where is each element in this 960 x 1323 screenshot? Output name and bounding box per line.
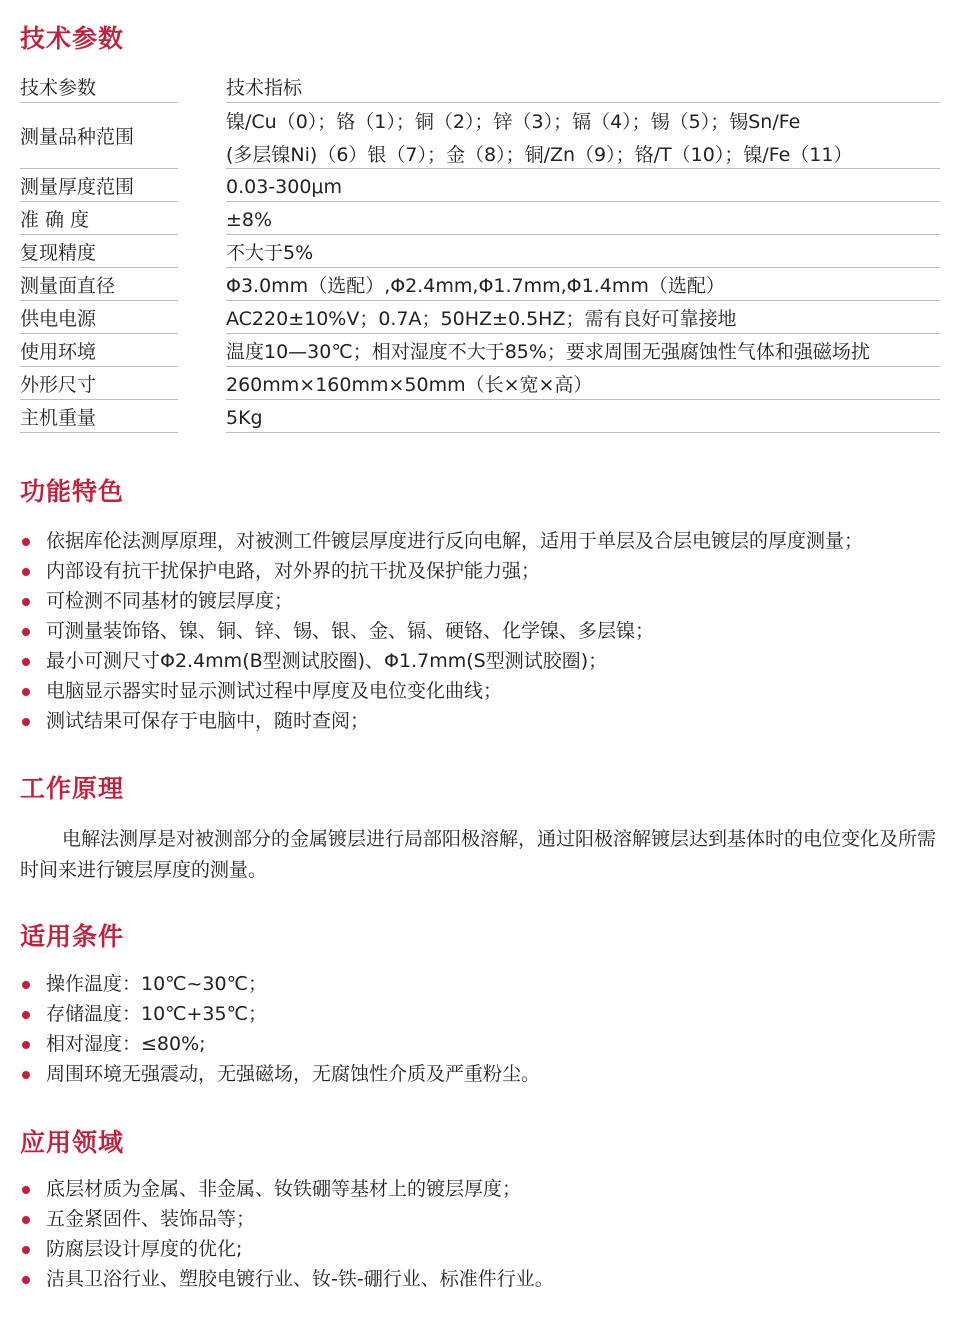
spec-row [20, 334, 940, 367]
conditions-title: 适用条件 [20, 922, 125, 951]
principle-paragraph: 电解法测厚是对被测部分的金属镀层进行局部阳极溶解，通过阳极溶解镀层达到基体时的电位变化及所需时间来进行镀层厚度的测量。 [20, 828, 937, 881]
spec-header-row [20, 70, 940, 103]
features-title: 功能特色 [20, 477, 125, 506]
tech-params-title: 技术参数 [20, 24, 125, 53]
bullet-dot-icon [22, 568, 30, 576]
spec-row [20, 367, 940, 400]
spec-row-value: 0.03-300μm [226, 169, 940, 202]
spec-row-value: 5Kg [226, 400, 940, 433]
list-item: 底层材质为金属、非金属、钕铁硼等基材上的镀层厚度； [20, 1174, 554, 1204]
spec-header-value: 技术指标 [226, 70, 940, 103]
spec-header-label: 技术参数 [20, 70, 178, 103]
spec-row-value: 不大于5% [226, 235, 940, 268]
bullet-dot-icon [22, 1011, 30, 1019]
spec-row-value: 温度10—30℃；相对湿度不大于85%；要求周围无强腐蚀性气体和强磁场扰 [226, 334, 940, 367]
list-item: 电脑显示器实时显示测试过程中厚度及电位变化曲线； [20, 676, 863, 706]
features-list [20, 526, 863, 736]
list-item: 可检测不同基材的镀层厚度； [20, 586, 863, 616]
spec-row [20, 400, 940, 433]
list-item: 测试结果可保存于电脑中，随时查阅； [20, 706, 863, 736]
bullet-dot-icon [22, 1186, 30, 1194]
spec-row-value: Φ3.0mm（选配）,Φ2.4mm,Φ1.7mm,Φ1.4mm（选配） [226, 268, 940, 301]
bullet-dot-icon [22, 1041, 30, 1049]
spec-row-label: 测量品种范围 [20, 103, 178, 169]
bullet-dot-icon [22, 688, 30, 696]
list-item: 洁具卫浴行业、塑胶电镀行业、钕-铁-硼行业、标准件行业。 [20, 1264, 554, 1294]
spec-table [20, 70, 940, 433]
spec-row [20, 301, 940, 334]
list-item: 五金紧固件、装饰品等； [20, 1204, 554, 1234]
list-item: 周围环境无强震动，无强磁场，无腐蚀性介质及严重粉尘。 [20, 1059, 540, 1089]
applications-title: 应用领域 [20, 1128, 125, 1157]
spec-row [20, 103, 940, 169]
spec-row [20, 202, 940, 235]
bullet-dot-icon [22, 1071, 30, 1079]
spec-row-label: 复现精度 [20, 235, 178, 268]
spec-row-label: 供电电源 [20, 301, 178, 334]
conditions-list [20, 969, 540, 1089]
list-item: 内部设有抗干扰保护电路，对外界的抗干扰及保护能力强； [20, 556, 863, 586]
spec-row-label: 主机重量 [20, 400, 178, 433]
bullet-dot-icon [22, 1276, 30, 1284]
bullet-dot-icon [22, 538, 30, 546]
spec-row-label: 准 确 度 [20, 202, 178, 235]
spec-row-label: 外形尺寸 [20, 367, 178, 400]
spec-row [20, 235, 940, 268]
list-item: 可测量装饰铬、镍、铜、锌、锡、银、金、镉、硬铬、化学镍、多层镍； [20, 616, 863, 646]
spec-row-value: 镍/Cu（0）；铬（1）；铜（2）；锌（3）；镉（4）；锡（5）；锡Sn/Fe (多层镍Ni)（6）银（7）；金（8）；铜/Zn（9）；铬/T（10）；镍/Fe（11） [226, 103, 940, 169]
bullet-dot-icon [22, 1216, 30, 1224]
spec-row-value: 260mm×160mm×50mm（长×宽×高） [226, 367, 940, 400]
bullet-dot-icon [22, 1246, 30, 1254]
spec-row-value: ±8% [226, 202, 940, 235]
list-item: 依据库伦法测厚原理，对被测工件镀层厚度进行反向电解，适用于单层及合层电镀层的厚度测量； [20, 526, 863, 556]
list-item: 操作温度：10℃~30℃； [20, 969, 540, 999]
bullet-dot-icon [22, 981, 30, 989]
spec-row-value: AC220±10%V；0.7A；50HZ±0.5HZ；需有良好可靠接地 [226, 301, 940, 334]
spec-row-label: 测量面直径 [20, 268, 178, 301]
spec-row-label: 测量厚度范围 [20, 169, 178, 202]
spec-row-label: 使用环境 [20, 334, 178, 367]
list-item: 最小可测尺寸Φ2.4mm(B型测试胶圈)、Φ1.7mm(S型测试胶圈)； [20, 646, 863, 676]
list-item: 防腐层设计厚度的优化; [20, 1234, 554, 1264]
bullet-dot-icon [22, 718, 30, 726]
spec-row [20, 169, 940, 202]
principle-title: 工作原理 [20, 774, 125, 803]
list-item: 存储温度：10℃+35℃； [20, 999, 540, 1029]
spec-row [20, 268, 940, 301]
bullet-dot-icon [22, 598, 30, 606]
list-item: 相对湿度：≤80%; [20, 1029, 540, 1059]
bullet-dot-icon [22, 658, 30, 666]
bullet-dot-icon [22, 628, 30, 636]
applications-list [20, 1174, 554, 1294]
